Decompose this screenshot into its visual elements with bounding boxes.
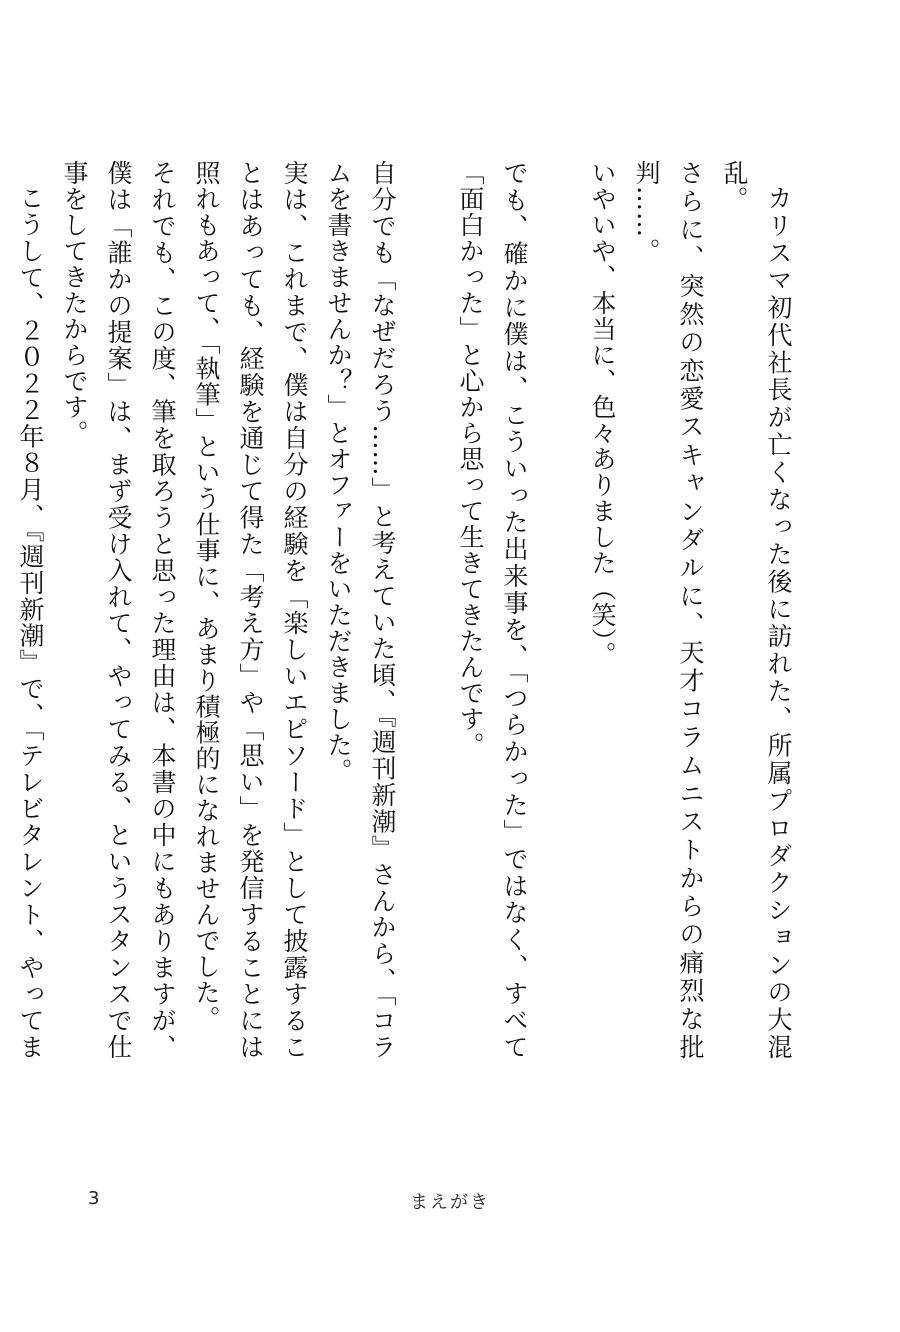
body-text [0, 160, 800, 1060]
page-number: 3 [88, 1188, 100, 1209]
paragraph: いやいや、本当に、色々ありました（笑）。 [588, 160, 617, 668]
paragraph: でも、確かに僕は、こういった出来事を、「つらかった」ではなく、すべて「面白かった」と心から思って生きてきたんです。 [456, 160, 529, 1060]
blank-line [536, 160, 580, 1060]
running-title: まえがき [410, 1192, 490, 1213]
paragraph: さらに、突然の恋愛スキャンダルに、天才コラムニストからの痛烈な批判……。 [632, 160, 705, 1060]
paragraph: 自分でも「なぜだろう……」と考えていた頃、『週刊新潮』さんから、「コラムを書きませんか？」とオファーをいただきました。 [324, 160, 397, 1060]
paragraph: それでも、この度、筆を取ろうと思った理由は、本書の中にもありますが、僕は「誰かの提案」は、まず受け入れて、やってみる、というスタンスで仕事をしてきたからです。 [60, 160, 177, 1061]
paragraph: カリスマ初代社長が亡くなった後に訪れた、所属プロダクションの大混乱。 [720, 160, 793, 1060]
blank-line [404, 160, 448, 1060]
paragraph: 実は、これまで、僕は自分の経験を「楽しいエピソード」として披露することはあっても、経験を通じて得た「考え方」や「思い」を発信することには照れもあって、「執筆」という仕事に、あまり積極的になれませんでした。 [192, 160, 309, 1060]
paragraph: こうして、２０２２年８月、『週刊新潮』で、「テレビタレント、やってま [16, 185, 45, 1060]
